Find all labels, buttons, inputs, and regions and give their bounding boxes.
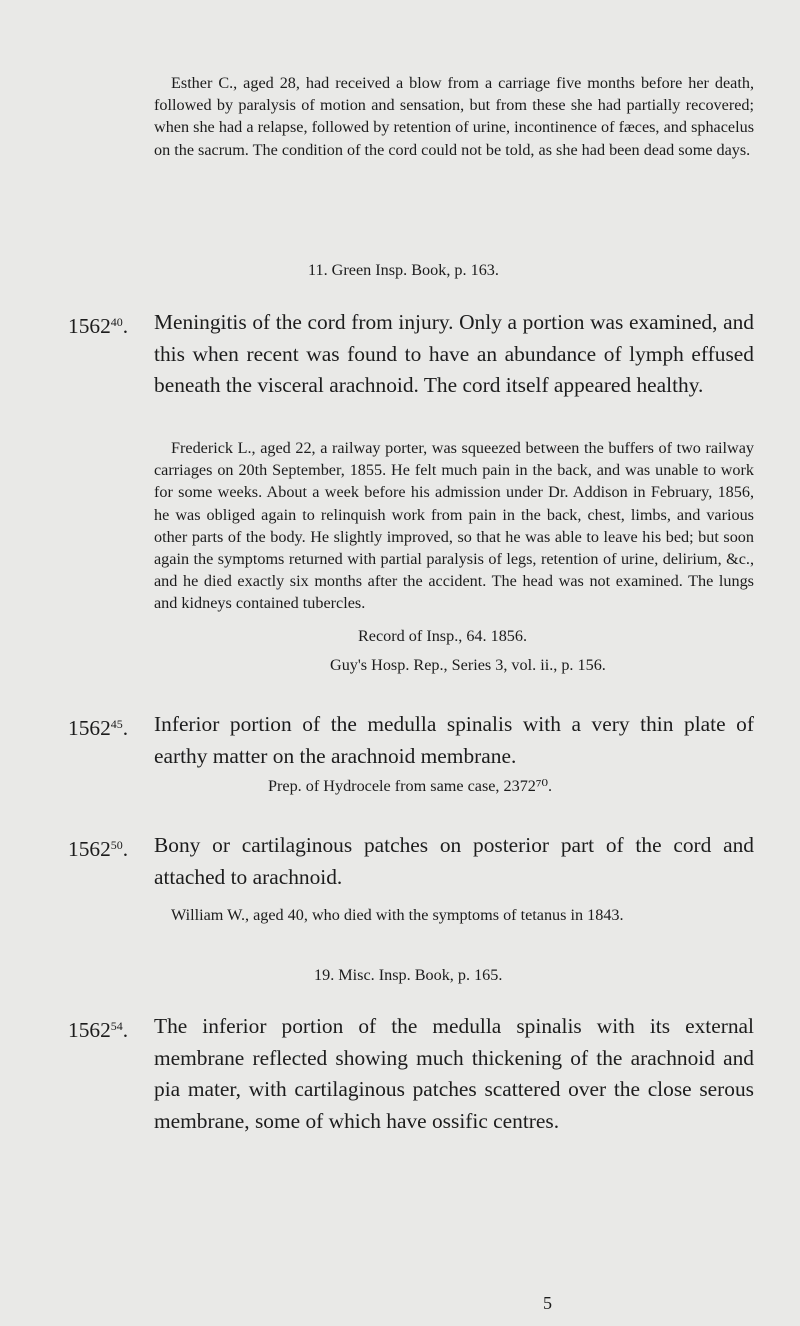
- paragraph-william-case: William W., aged 40, who died with the symptoms of tetanus in 1843.: [171, 906, 624, 924]
- entry-title: The inferior portion of the medulla spinalis with its external membrane reflected showing much thickening of the arachnoid and pia mater, with cartilaginous patches scattered over the close serous membrane, some of which have ossific centres.: [154, 1014, 754, 1134]
- catalogue-entry-1562-54: [68, 1011, 754, 1138]
- catalogue-entry-1562-45: [68, 709, 754, 772]
- reference-green-insp-book: 11. Green Insp. Book, p. 163.: [308, 261, 499, 279]
- reference-prep-hydrocele: Prep. of Hydrocele from same case, 2372⁷⁰.: [268, 777, 553, 795]
- paragraph-esther-case: Esther C., aged 28, had received a blow from a carriage five months before her death, followed by paralysis of motion and sensation, but from these she had partially recovered; when she had a relapse, followed by retention of urine, incontinence of fæces, and sphacelus on the sacrum. The condition of the cord could not be told, as she had been dead some days.: [154, 74, 754, 159]
- reference-record-insp: Record of Insp., 64. 1856.: [358, 627, 528, 645]
- entry-number: 1562$^{54}$.: [68, 1018, 129, 1042]
- page-number: 5: [543, 1293, 552, 1313]
- entry-title: Inferior portion of the medulla spinalis with a very thin plate of earthy matter on the arachnoid membrane.: [154, 712, 754, 768]
- catalogue-entry-1562-50: [68, 830, 754, 893]
- reference-guys-hosp-rep: Guy's Hosp. Rep., Series 3, vol. ii., p. 156.: [330, 656, 606, 674]
- entry-title: Meningitis of the cord from injury. Only a portion was examined, and this when recent was found to have an abundance of lymph effused beneath the visceral arachnoid. The cord itself appeared healthy.: [154, 310, 754, 398]
- entry-number: 1562$^{50}$.: [68, 837, 129, 861]
- reference-misc-insp-book: 19. Misc. Insp. Book, p. 165.: [314, 966, 503, 984]
- entry-title: Bony or cartilaginous patches on posterior part of the cord and attached to arachnoid.: [154, 833, 754, 889]
- entry-number: 1562$^{45}$.: [68, 716, 129, 740]
- entry-number: 1562$^{40}$.: [68, 314, 129, 338]
- catalogue-entry-1562-40: [68, 307, 754, 402]
- paragraph-frederick-case: Frederick L., aged 22, a railway porter, was squeezed between the buffers of two railway carriages on 20th September, 1855. He felt much pain in the back, and was unable to work for some weeks. About a week before his admission under Dr. Addison in February, 1856, he was obliged again to relinquish work from pain in the back, chest, limbs, and various other parts of the body. He slightly improved, so that he was able to leave his bed; but soon again the symptoms returned with partial paralysis of legs, retention of urine, delirium, &c., and he died exactly six months after the accident. The head was not examined. The lungs and kidneys contained tubercles.: [154, 439, 754, 613]
